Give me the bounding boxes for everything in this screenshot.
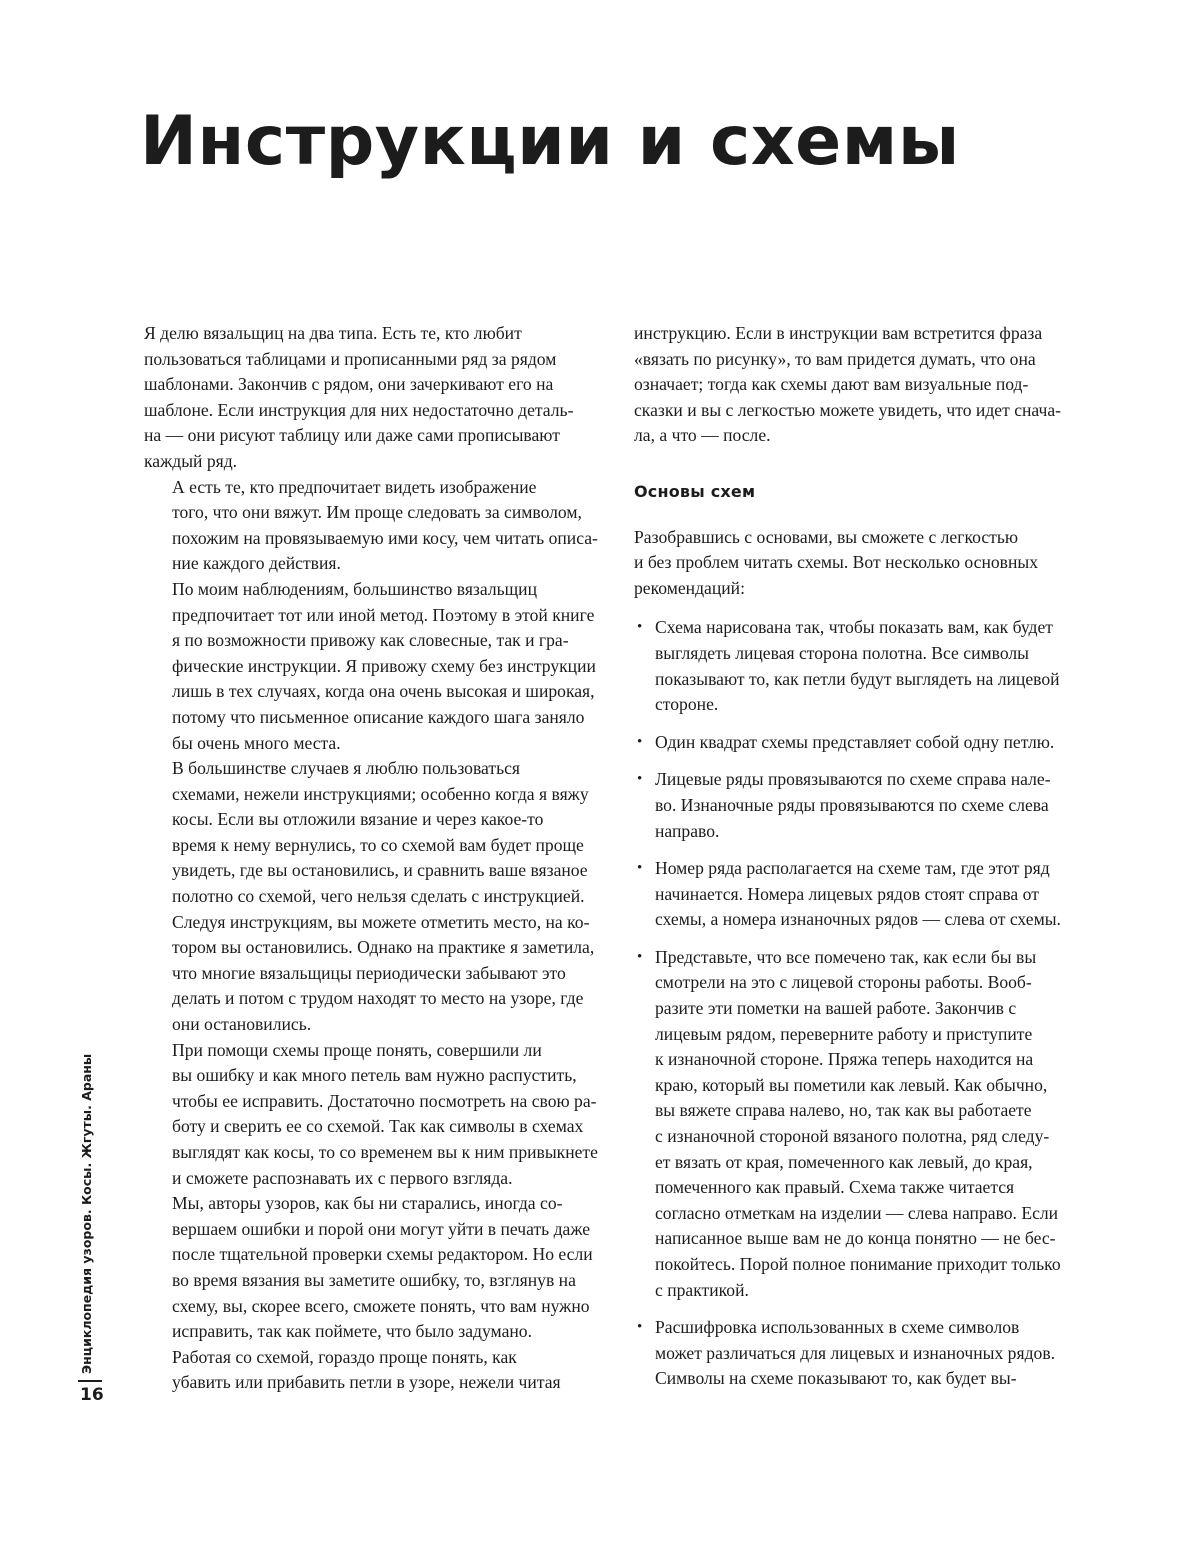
text-line: лишь в тех случаях, когда она очень высокая и широкая, xyxy=(172,681,595,702)
text-line: сказки и вы с легкостью можете увидеть, что идет снача- xyxy=(634,399,1062,420)
body-paragraph xyxy=(144,1345,610,1396)
text-line: Расшифровка использованных в схеме символов xyxy=(655,1317,1020,1338)
text-line: лицевым рядом, переверните работу и приступите xyxy=(655,1023,1033,1044)
text-line: Лицевые ряды провязываются по схеме справа нале- xyxy=(655,769,1051,790)
text-line: показывают то, как петли будут выглядеть на лицевой xyxy=(655,668,1060,689)
text-line: краю, который вы пометили как левый. Как обычно, xyxy=(655,1074,1048,1095)
text-line: убавить или прибавить петли в узоре, нежели читая xyxy=(172,1372,561,1393)
text-line: пользоваться таблицами и прописанными ряд за рядом xyxy=(144,348,557,369)
text-line: Один квадрат схемы представляет собой одну петлю. xyxy=(655,731,1055,752)
text-line: потому что письменное описание каждого шага заняло xyxy=(172,706,585,727)
text-line: исправить, так как поймете, что было задумано. xyxy=(172,1321,532,1342)
text-line: выглядеть лицевая сторона полотна. Все символы xyxy=(655,642,1029,663)
text-line: рекомендаций: xyxy=(634,577,745,598)
bullet-dot-icon: • xyxy=(637,948,643,965)
bullet-dot-icon: • xyxy=(637,1319,643,1336)
text-line: с изнаночной стороной вязаного полотна, ряд следу- xyxy=(655,1126,1050,1147)
text-line: «вязать по рисунку», то вам придется думать, что она xyxy=(634,348,1036,369)
section-subheading: Основы схем xyxy=(634,481,756,501)
text-line: время к нему вернулись, то со схемой вам будет проще xyxy=(172,834,584,855)
text-line: начинается. Номера лицевых рядов стоят справа от xyxy=(655,883,1039,904)
text-line: фические инструкции. Я привожу схему без инструкции xyxy=(172,655,596,676)
text-line: схемы, а номера изнаночных рядов — слева от схемы. xyxy=(655,909,1061,930)
left-column xyxy=(144,321,610,1396)
text-line: разите эти пометки на вашей работе. Закончив с xyxy=(655,998,1017,1019)
text-line: боту и сверить ее со схемой. Так как символы в схемах xyxy=(172,1116,584,1137)
body-paragraph xyxy=(144,1038,610,1192)
continuation-paragraph xyxy=(634,321,1102,449)
text-line: По моим наблюдениям, большинство вязальщиц xyxy=(172,578,538,599)
text-line: делать и потом с трудом находят то место на узоре, где xyxy=(172,988,584,1009)
text-line: вы вяжете справа налево, но, так как вы работаете xyxy=(655,1100,1032,1121)
text-line: косы. Если вы отложили вязание и через какое-то xyxy=(172,809,544,830)
text-line: Следуя инструкциям, вы можете отметить место, на ко- xyxy=(172,911,590,932)
text-line: направо. xyxy=(655,820,720,841)
text-line: стороне. xyxy=(655,694,719,715)
text-line: схемами, нежели инструкциями; особенно когда я вяжу xyxy=(172,783,589,804)
text-line: что многие вязальщицы периодически забывают это xyxy=(172,962,566,983)
text-line: после тщательной проверки схемы редактором. Но если xyxy=(172,1244,593,1265)
text-line: выглядят как косы, то со временем вы к ним привыкнете xyxy=(172,1142,598,1162)
bullet-item xyxy=(634,945,1102,1303)
right-column xyxy=(634,321,1102,1404)
text-line: к изнаночной стороне. Пряжа теперь находится на xyxy=(655,1049,1034,1070)
body-paragraph xyxy=(144,321,610,475)
text-line: В большинстве случаев я люблю пользоваться xyxy=(172,758,521,779)
text-line: Представьте, что все помечено так, как если бы вы xyxy=(655,946,1037,967)
body-paragraph xyxy=(144,1191,610,1345)
text-line: Номер ряда располагается на схеме там, где этот ряд xyxy=(655,858,1050,879)
text-line: вершаем ошибки и порой они могут уйти в печать даже xyxy=(172,1218,591,1239)
text-line: помеченного как правый. Схема также читается xyxy=(655,1177,1015,1198)
text-line: шаблонами. Закончив с рядом, они зачеркивают его на xyxy=(144,374,554,395)
text-line: инструкцию. Если в инструкции вам встретится фраза xyxy=(634,323,1043,343)
bullet-dot-icon: • xyxy=(637,860,643,877)
text-line: Схема нарисована так, чтобы показать вам, как будет xyxy=(655,617,1053,638)
text-line: А есть те, кто предпочитает видеть изображение xyxy=(172,476,537,497)
text-line: ет вязать от края, помеченного как левый, до края, xyxy=(655,1151,1033,1172)
text-line: шаблоне. Если инструкция для них недостаточно деталь- xyxy=(144,399,574,420)
text-line: может различаться для лицевых и изнаночных рядов. xyxy=(655,1342,1056,1363)
bullet-item xyxy=(634,767,1102,844)
text-line: на — они рисуют таблицу или даже сами прописывают xyxy=(144,425,560,446)
bullet-item xyxy=(634,1315,1102,1392)
text-line: похожим на провязываемую ими косу, чем читать описа- xyxy=(172,527,598,548)
text-line: схему, вы, скорее всего, сможете понять, что вам нужно xyxy=(172,1295,590,1316)
text-line: того, что они вяжут. Им проще следовать за символом, xyxy=(172,502,582,523)
page-number-rule xyxy=(78,1380,102,1382)
text-line: вы ошибку и как много петель вам нужно распустить, xyxy=(172,1065,577,1086)
page-number: 16 xyxy=(80,1385,104,1405)
text-line: смотрели на это с лицевой стороны работы. Вооб- xyxy=(655,972,1032,993)
text-line: каждый ряд. xyxy=(144,450,238,471)
bullet-list xyxy=(634,615,1102,1392)
body-paragraph xyxy=(144,577,610,756)
text-line: покойтесь. Порой полное понимание приходит только xyxy=(655,1254,1061,1274)
text-line: написанное выше вам не до конца понятно — не бес- xyxy=(655,1228,1056,1249)
text-line: предпочитает тот или иной метод. Поэтому в этой книге xyxy=(172,604,595,625)
bullet-dot-icon: • xyxy=(637,733,643,750)
text-line: ние каждого действия. xyxy=(172,553,341,574)
text-line: Мы, авторы узоров, как бы ни старались, иногда со- xyxy=(172,1193,563,1214)
text-line: означает; тогда как схемы дают вам визуальные под- xyxy=(634,374,1029,395)
text-line: При помощи схемы проще понять, совершили ли xyxy=(172,1039,542,1060)
bullet-dot-icon: • xyxy=(637,619,643,636)
running-footer-title: Энциклопедия узоров. Косы. Жгуты. Араны xyxy=(79,1053,94,1374)
text-line: Работая со схемой, гораздо проще понять, как xyxy=(172,1346,517,1367)
text-line: согласно отметкам на изделии — слева направо. Если xyxy=(655,1202,1059,1223)
text-line: во время вязания вы заметите ошибку, то, взглянув на xyxy=(172,1269,576,1290)
text-line: чтобы ее исправить. Достаточно посмотреть на свою ра- xyxy=(172,1090,597,1111)
text-line: Символы на схеме показывают то, как будет вы- xyxy=(655,1368,1017,1389)
text-line: полотно со схемой, чего нельзя сделать с инструкцией. xyxy=(172,886,585,907)
intro-paragraph xyxy=(634,525,1102,602)
text-line: бы очень много места. xyxy=(172,732,341,753)
text-line: увидеть, где вы остановились, и сравнить ваше вязаное xyxy=(172,860,588,881)
bullet-item xyxy=(634,730,1102,756)
body-paragraph xyxy=(144,756,610,1038)
text-line: Я делю вязальщиц на два типа. Есть те, кто любит xyxy=(144,323,522,343)
text-line: во. Изнаночные ряды провязываются по схеме слева xyxy=(655,794,1049,815)
page-title: Инструкции и схемы xyxy=(140,102,960,181)
bullet-item xyxy=(634,615,1102,717)
text-line: с практикой. xyxy=(655,1279,749,1300)
text-line: и без проблем читать схемы. Вот несколько основных xyxy=(634,552,1039,573)
text-line: тором вы остановились. Однако на практике я заметила, xyxy=(172,937,595,958)
text-line: ла, а что — после. xyxy=(634,425,771,446)
text-line: я по возможности привожу как словесные, так и гра- xyxy=(172,630,569,651)
body-paragraph xyxy=(144,475,610,577)
text-line: они остановились. xyxy=(172,1014,312,1035)
bullet-dot-icon: • xyxy=(637,771,643,788)
text-line: Разобравшись с основами, вы сможете с легкостью xyxy=(634,526,1019,547)
bullet-item xyxy=(634,856,1102,933)
text-line: и сможете распознавать их с первого взгляда. xyxy=(172,1167,513,1188)
